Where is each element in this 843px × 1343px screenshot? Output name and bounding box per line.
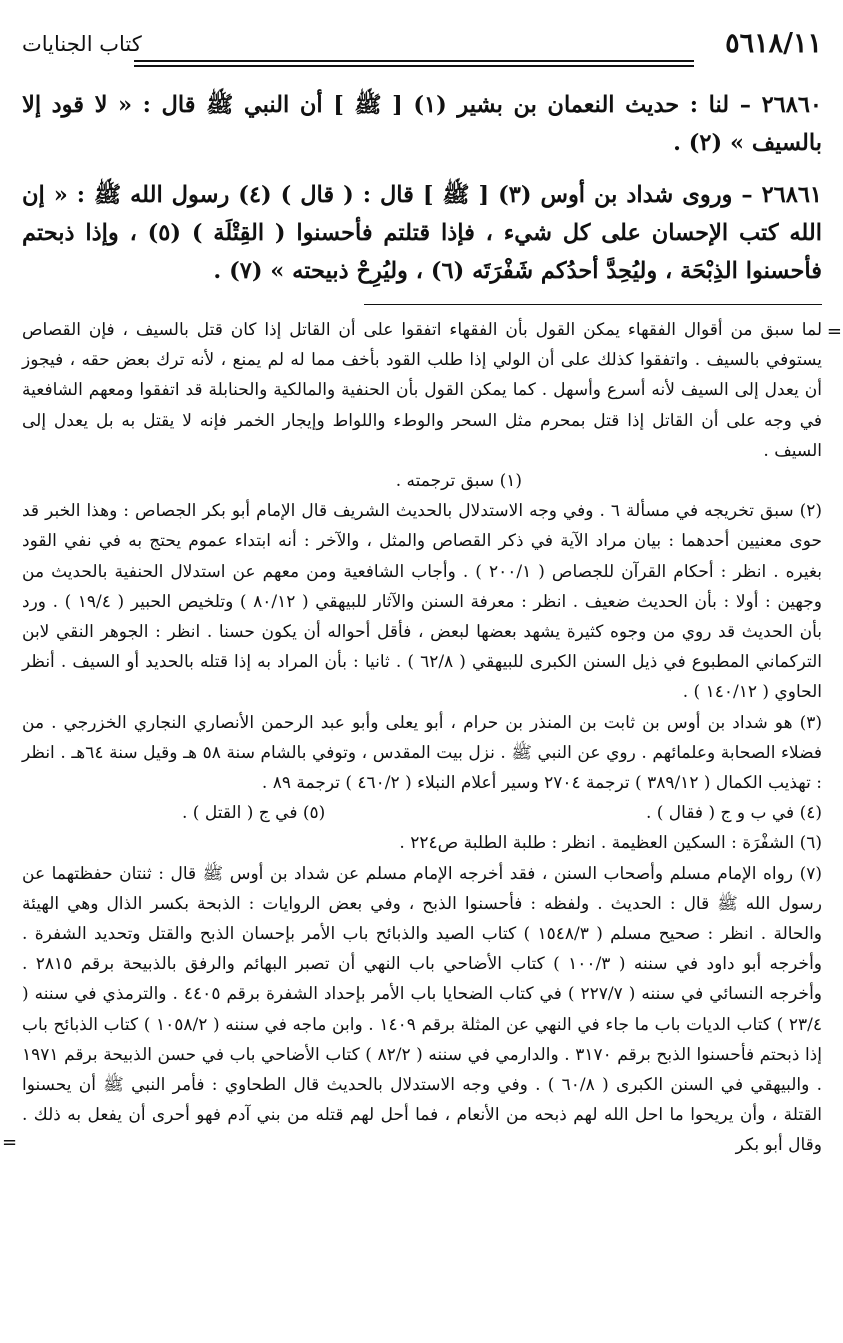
footnote-4: (٤) في ب و ج ( فقال ) . bbox=[645, 803, 822, 824]
footnote-continuation: لما سبق من أقوال الفقهاء يمكن القول بأن الفقهاء اتفقوا على أن القاتل إذا كان قتل بالسيف ، فإن القصاص يستوفي بالسيف . واتفقوا كذلك على أن الولي إذا طلب القود بأخف مما له لم يمنع ، لأنه ترك بعض حقه ، فيجوز أن يعدل إلى السيف لأنه أسرع وأسهل . كما يمكن القول بأن الحنفية والمالكية والحنابلة قد اتفقوا ومعهم الشافعية في وجه على أن القاتل إذا قتل بمحرم مثل السحر والوطء واللواط وإيجار الخمر فإنه لا يقتل به بل يعدل إلى السيف . bbox=[22, 320, 822, 461]
footnote-5: (٥) في ج ( القتل ) . bbox=[182, 803, 326, 824]
page-header bbox=[22, 18, 822, 62]
header-rule bbox=[134, 60, 694, 62]
footnotes bbox=[2, 315, 842, 1161]
page-number: ٥٦١٨/١١ bbox=[725, 28, 822, 59]
footnote-1: (١) سبق ترجمته . bbox=[395, 471, 522, 492]
footnote-separator bbox=[364, 304, 822, 305]
footnote-row-4-5 bbox=[22, 798, 822, 828]
paragraph-26860: ٢٦٨٦٠ – لنا : حديث النعمان بن بشير (١) [ ﷺ ] أن النبي ﷺ قال : « لا قود إلا بالسيف » (٢) . bbox=[22, 92, 822, 156]
main-text bbox=[22, 86, 822, 290]
footnote-6: (٦) الشفْرَة : السكين العظيمة . انظر : طلبة الطلبة ص٢٢٤ . bbox=[399, 833, 822, 854]
paragraph-26861: ٢٦٨٦١ – وروى شداد بن أوس (٣) [ ﷺ ] قال : ( قال ) (٤) رسول الله ﷺ : « إن الله كتب الإحسان على كل شيء ، فإذا قتلتم فأحسنوا ( القِتْلَة ) (٥) ، وإذا ذبحتم فأحسنوا الذِبْحَة ، وليُحِدَّ أحدُكم شَفْرَتَه (٦) ، وليُرِحْ ذبيحته » (٧) . bbox=[22, 182, 822, 284]
footnote-3: (٣) هو شداد بن أوس بن ثابت بن المنذر بن حرام ، أبو يعلى وأبو عبد الرحمن الأنصاري النجاري الخزرجي . من فضلاء الصحابة وعلمائهم . روي عن النبي ﷺ . نزل بيت المقدس ، وتوفي بالشام سنة ٥٨ هـ وقيل سنة ٦٤هـ . انظر : تهذيب الكمال ( ٣٨٩/١٢ ) ترجمة ٢٧٠٤ وسير أعلام النبلاء ( ٤٦٠/٢ ) ترجمة ٨٩ . bbox=[22, 712, 823, 794]
continuation-marker-bottom: = bbox=[2, 1132, 18, 1154]
footnote-2: (٢) سبق تخريجه في مسألة ٦ . وفي وجه الاستدلال بالحديث الشريف قال الإمام أبو بكر الجصاص : وهذا الخبر قد حوى معنيين أحدهما : بيان مراد الآية في ذكر القصاص والمثل ، والآخر : أنه ابتداء عموم يحتج به في نفي القود بغيره . انظر : أحكام القرآن للجصاص ( ٢٠٠/١ ) . وأجاب الشافعية ومن معهم عن استدلال الحنفية بالحديث من وجهين : أولا : بأن الحديث ضعيف . انظر : معرفة السنن والآثار للبيهقي ( ٨٠/١٢ ) وتلخيص الحبير ( ١٩/٤ ) . ورد بأن الحديث قد روي من وجوه كثيرة يشهد بعضها لبعض ، فأقل أحواله أن يكون حسنا . انظر : الجوهر النقي لابن التركماني المطبوع في ذيل السنن الكبرى للبيهقي ( ٦٢/٨ ) . ثانيا : بأن المراد به إذا قتله بالحديد أو السيف . أنظر الحاوي ( ١٤٠/١٢ ) . bbox=[22, 501, 822, 703]
continuation-marker-top: = bbox=[826, 321, 842, 342]
footnote-7: (٧) رواه الإمام مسلم وأصحاب السنن ، فقد أخرجه الإمام مسلم عن شداد بن أوس ﷺ قال : ثنتان حفظتهما عن رسول الله ﷺ قال : الحديث . ولفظه : فأحسنوا الذبح ، وفي بعض الروايات : الذبحة بكسر الذال وهي الهيئة والحالة . انظر : صحيح مسلم ( ١٥٤٨/٣ ) كتاب الصيد والذبائح باب الأمر بإحسان الذبح والقتل وتحديد الشفرة . وأخرجه أبو داود في سننه ( ١٠٠/٣ ) كتاب الأضاحي باب النهي أن تصبر البهائم والرفق بالذبيحة برقم ٢٨١٥ . وأخرجه النسائي في سننه ( ٢٢٧/٧ ) في كتاب الضحايا باب الأمر بإحداد الشفرة برقم ٤٤٠٥ . والترمذي في سننه ( ٢٣/٤ ) كتاب الديات باب ما جاء في النهي عن المثلة برقم ١٤٠٩ . وابن ماجه في سننه ( ١٠٥٨/٢ ) كتاب الذبائح باب إذا ذبحتم فأحسنوا الذبح برقم ٣١٧٠ . والدارمي في سننه ( ٨٢/٢ ) كتاب الأضاحي باب في حسن الذبيحة برقم ١٩٧١ . والبيهقي في السنن الكبرى ( ٦٠/٨ ) . وفي وجه الاستدلال بالحديث قال الطحاوي : فأمر النبي ﷺ أن يحسنوا القتلة ، وأن يريحوا ما احل الله لهم ذبحه من الأنعام ، فما أحل لهم قتله من بني آدم فهو أحرى أن يفعل به ذلك . وقال أبو بكر bbox=[22, 863, 823, 1156]
book-page bbox=[2, 18, 842, 1328]
running-title: كتاب الجنايات bbox=[22, 32, 142, 56]
